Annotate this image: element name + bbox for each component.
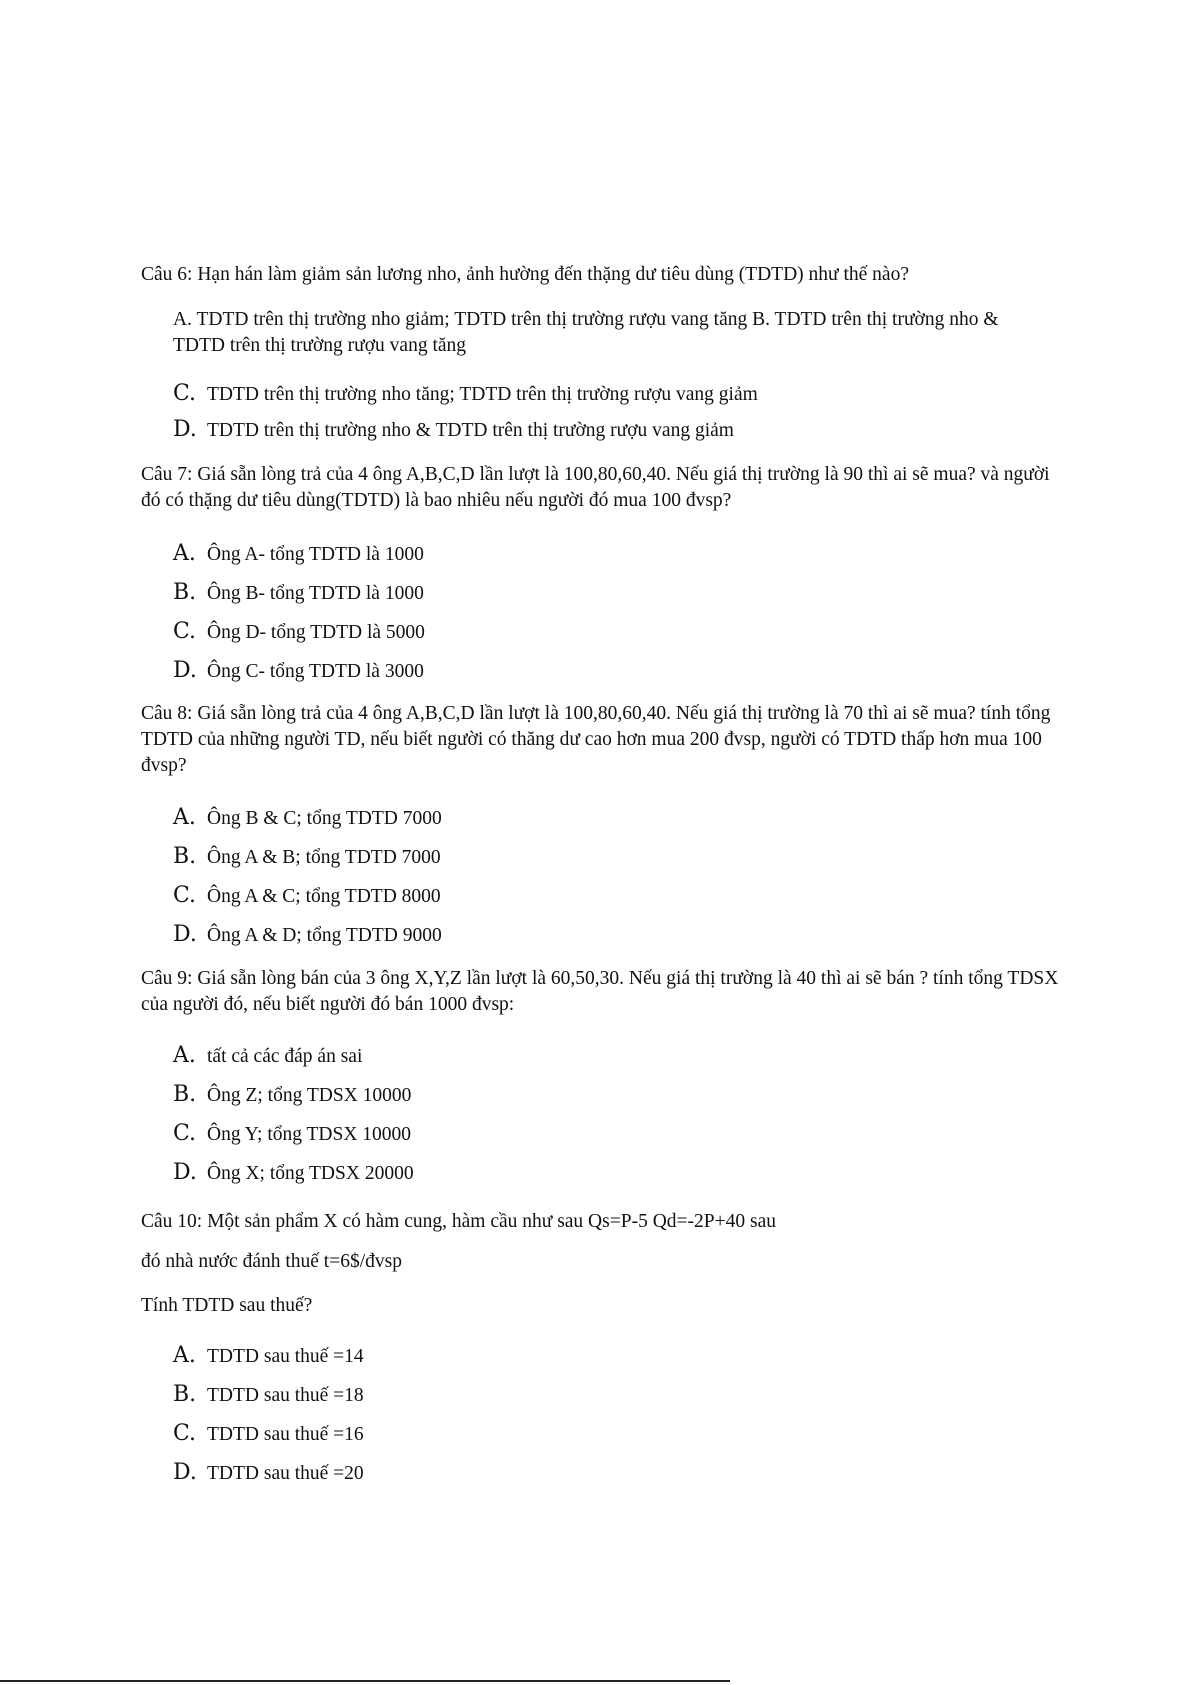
option-letter: C. [173,619,197,644]
option-letter: D. [173,1160,197,1185]
question-10-option-d [173,1460,364,1487]
option-text: tất cả các đáp án sai [207,1046,363,1067]
option-text: Ông Y; tổng TDSX 10000 [207,1124,412,1145]
question-7-stem: Câu 7: Giá sẵn lòng trả của 4 ông A,B,C,D lần lượt là 100,80,60,40. Nếu giá thị trường là 90 thì ai sẽ mua? và người đó có thặng dư tiêu dùng(TDTD) là bao nhiêu nếu người đó mua 100 đvsp? [141,464,1050,511]
question-8-option-d [173,922,442,949]
page-bottom-rule [0,1680,730,1682]
question-6-option-d [173,417,734,444]
question-10-option-b [173,1382,364,1409]
option-letter: D. [173,417,197,442]
option-text: Ông D- tổng TDTD là 5000 [207,622,425,643]
question-8-option-b [173,844,441,871]
option-text: TDTD sau thuế =16 [207,1424,364,1445]
option-letter: A. [173,1043,196,1068]
question-10-stem-line-2: đó nhà nước đánh thuế t=6$/đvsp [141,1251,402,1272]
question-9-option-c [173,1121,411,1148]
question-9-stem: Câu 9: Giá sẵn lòng bán của 3 ông X,Y,Z lần lượt là 60,50,30. Nếu giá thị trường là 40 thì ai sẽ bán ? tính tổng TDSX của người đó, nếu biết người đó bán 1000 đvsp: [141,968,1059,1015]
option-letter: C. [173,1421,197,1446]
option-text: Ông A & C; tổng TDTD 8000 [207,886,441,907]
option-text: TDTD sau thuế =14 [207,1346,364,1367]
option-text: TDTD sau thuế =20 [207,1463,364,1484]
question-9-option-b [173,1082,411,1109]
option-text: TDTD trên thị trường nho tăng; TDTD trên thị trường rượu vang giảm [207,384,758,405]
option-letter: C. [173,883,197,908]
option-letter: B. [173,580,197,605]
question-9-option-a [173,1043,362,1070]
option-letter: A. [173,805,196,830]
question-10-option-a [173,1343,364,1370]
question-8-stem: Câu 8: Giá sẵn lòng trả của 4 ông A,B,C,D lần lượt là 100,80,60,40. Nếu giá thị trường là 70 thì ai sẽ mua? tính tổng TDTD của những người TD, nếu biết người có thăng dư cao hơn mua 200 đvsp, người có TDTD thấp hơn mua 100 đvsp? [141,703,1051,776]
option-text: Ông X; tổng TDSX 20000 [207,1163,414,1184]
question-10-stem: Câu 10: Một sản phẩm X có hàm cung, hàm cầu như sau Qs=P-5 Qd=-2P+40 sau [141,1211,776,1232]
question-6-option-c [173,381,758,408]
question-10-option-c [173,1421,364,1448]
option-letter: D. [173,658,197,683]
question-7-option-b [173,580,424,607]
option-letter: D. [173,1460,197,1485]
option-text: Ông A & B; tổng TDTD 7000 [207,847,441,868]
question-6-option-a-b: A. TDTD trên thị trường nho giảm; TDTD trên thị trường rượu vang tăng B. TDTD trên thị trường nho & TDTD trên thị trường rượu vang tăng [173,309,999,356]
question-7-option-c [173,619,425,646]
option-letter: B. [173,1082,197,1107]
option-text: Ông B & C; tổng TDTD 7000 [207,808,442,829]
option-text: TDTD trên thị trường nho & TDTD trên thị trường rượu vang giảm [207,420,734,441]
option-text: Ông Z; tổng TDSX 10000 [207,1085,412,1106]
option-letter: A. [173,1343,196,1368]
question-6-stem: Câu 6: Hạn hán làm giảm sản lương nho, ảnh hường đến thặng dư tiêu dùng (TDTD) như thế nào? [141,264,909,285]
option-letter: D. [173,922,197,947]
option-text: Ông C- tổng TDTD là 3000 [207,661,424,682]
option-text: Ông A- tổng TDTD là 1000 [207,544,424,565]
option-letter: C. [173,1121,197,1146]
option-text: Ông A & D; tổng TDTD 9000 [207,925,442,946]
question-7-option-d [173,658,424,685]
question-9-option-d [173,1160,414,1187]
option-text: TDTD sau thuế =18 [207,1385,364,1406]
option-letter: C. [173,381,197,406]
option-letter: A. [173,541,196,566]
option-letter: B. [173,844,197,869]
question-10-stem-line-3: Tính TDTD sau thuế? [141,1295,313,1316]
question-8-option-a [173,805,442,832]
question-8-option-c [173,883,441,910]
question-7-option-a [173,541,424,568]
option-text: Ông B- tổng TDTD là 1000 [207,583,424,604]
option-letter: B. [173,1382,197,1407]
